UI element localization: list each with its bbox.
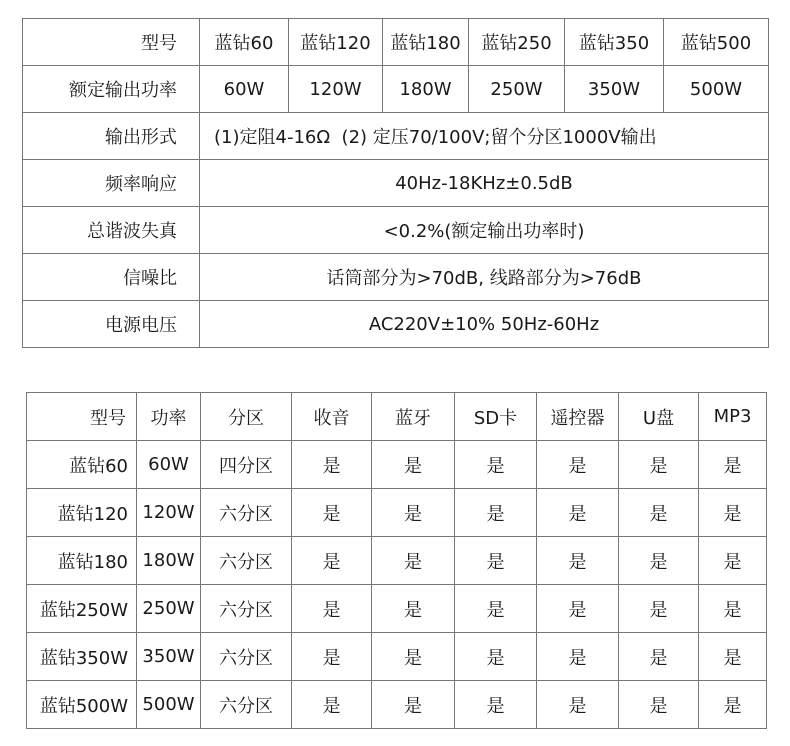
feature-cell: 是 bbox=[537, 489, 619, 537]
table-row bbox=[27, 633, 767, 681]
feature-cell: 是 bbox=[292, 681, 372, 729]
spec-table bbox=[22, 18, 769, 348]
spec-row-output-form bbox=[23, 113, 769, 160]
output-form-label: 输出形式 bbox=[23, 113, 200, 160]
feature-table bbox=[26, 392, 767, 729]
feature-cell: 是 bbox=[292, 489, 372, 537]
row-model: 蓝钻500W bbox=[27, 681, 137, 729]
row-power: 120W bbox=[137, 489, 201, 537]
spec-row-model bbox=[23, 19, 769, 66]
model-label: 型号 bbox=[23, 19, 200, 66]
rated-power-value: 250W bbox=[469, 66, 565, 113]
rated-power-value: 60W bbox=[200, 66, 289, 113]
feature-cell: 是 bbox=[372, 537, 455, 585]
row-zones: 六分区 bbox=[201, 633, 292, 681]
column-header: 收音 bbox=[292, 393, 372, 441]
row-model: 蓝钻350W bbox=[27, 633, 137, 681]
feature-cell: 是 bbox=[699, 633, 767, 681]
column-header: 遥控器 bbox=[537, 393, 619, 441]
row-zones: 四分区 bbox=[201, 441, 292, 489]
feature-cell: 是 bbox=[292, 633, 372, 681]
feature-cell: 是 bbox=[699, 489, 767, 537]
row-model: 蓝钻180 bbox=[27, 537, 137, 585]
voltage-label: 电源电压 bbox=[23, 301, 200, 348]
row-model: 蓝钻120 bbox=[27, 489, 137, 537]
freq-response-label: 频率响应 bbox=[23, 160, 200, 207]
feature-cell: 是 bbox=[619, 537, 699, 585]
row-zones: 六分区 bbox=[201, 585, 292, 633]
feature-cell: 是 bbox=[619, 633, 699, 681]
feature-cell: 是 bbox=[455, 681, 537, 729]
spec-row-voltage bbox=[23, 301, 769, 348]
feature-cell: 是 bbox=[619, 441, 699, 489]
feature-cell: 是 bbox=[619, 489, 699, 537]
snr-label: 信噪比 bbox=[23, 254, 200, 301]
feature-cell: 是 bbox=[699, 681, 767, 729]
model-name: 蓝钻250 bbox=[469, 19, 565, 66]
feature-cell: 是 bbox=[455, 441, 537, 489]
table-row bbox=[27, 489, 767, 537]
feature-cell: 是 bbox=[619, 681, 699, 729]
column-header: 型号 bbox=[27, 393, 137, 441]
row-power: 350W bbox=[137, 633, 201, 681]
row-power: 500W bbox=[137, 681, 201, 729]
thd-label: 总谐波失真 bbox=[23, 207, 200, 254]
rated-power-value: 120W bbox=[289, 66, 383, 113]
spec-row-thd bbox=[23, 207, 769, 254]
row-power: 60W bbox=[137, 441, 201, 489]
feature-cell: 是 bbox=[619, 585, 699, 633]
voltage-value: AC220V±10% 50Hz-60Hz bbox=[200, 301, 769, 348]
feature-cell: 是 bbox=[699, 441, 767, 489]
feature-cell: 是 bbox=[372, 441, 455, 489]
column-header: 功率 bbox=[137, 393, 201, 441]
table-row bbox=[27, 537, 767, 585]
model-name: 蓝钻350 bbox=[565, 19, 664, 66]
table-row bbox=[27, 441, 767, 489]
feature-cell: 是 bbox=[292, 441, 372, 489]
column-header: SD卡 bbox=[455, 393, 537, 441]
row-model: 蓝钻60 bbox=[27, 441, 137, 489]
feature-cell: 是 bbox=[372, 489, 455, 537]
model-name: 蓝钻180 bbox=[383, 19, 469, 66]
rated-power-label: 额定输出功率 bbox=[23, 66, 200, 113]
feature-cell: 是 bbox=[372, 681, 455, 729]
row-power: 180W bbox=[137, 537, 201, 585]
output-form-value: (1)定阻4-16Ω (2) 定压70/100V;留个分区1000V输出 bbox=[200, 113, 769, 160]
feature-header-row bbox=[27, 393, 767, 441]
rated-power-value: 180W bbox=[383, 66, 469, 113]
rated-power-value: 500W bbox=[664, 66, 769, 113]
rated-power-value: 350W bbox=[565, 66, 664, 113]
spec-row-snr bbox=[23, 254, 769, 301]
row-zones: 六分区 bbox=[201, 681, 292, 729]
feature-cell: 是 bbox=[537, 585, 619, 633]
model-name: 蓝钻120 bbox=[289, 19, 383, 66]
row-zones: 六分区 bbox=[201, 489, 292, 537]
column-header: U盘 bbox=[619, 393, 699, 441]
column-header: 蓝牙 bbox=[372, 393, 455, 441]
feature-table-body bbox=[27, 441, 767, 729]
column-header: MP3 bbox=[699, 393, 767, 441]
spec-row-freq-response bbox=[23, 160, 769, 207]
feature-cell: 是 bbox=[537, 537, 619, 585]
freq-response-value: 40Hz-18KHz±0.5dB bbox=[200, 160, 769, 207]
feature-cell: 是 bbox=[699, 585, 767, 633]
model-name: 蓝钻60 bbox=[200, 19, 289, 66]
feature-cell: 是 bbox=[699, 537, 767, 585]
model-name: 蓝钻500 bbox=[664, 19, 769, 66]
feature-cell: 是 bbox=[372, 585, 455, 633]
feature-cell: 是 bbox=[455, 585, 537, 633]
table-row bbox=[27, 585, 767, 633]
feature-cell: 是 bbox=[455, 633, 537, 681]
feature-cell: 是 bbox=[537, 681, 619, 729]
table-row bbox=[27, 681, 767, 729]
feature-cell: 是 bbox=[292, 537, 372, 585]
spec-row-rated-power bbox=[23, 66, 769, 113]
feature-cell: 是 bbox=[292, 585, 372, 633]
feature-cell: 是 bbox=[537, 441, 619, 489]
feature-cell: 是 bbox=[455, 537, 537, 585]
column-header: 分区 bbox=[201, 393, 292, 441]
feature-cell: 是 bbox=[455, 489, 537, 537]
thd-value: <0.2%(额定输出功率时) bbox=[200, 207, 769, 254]
snr-value: 话筒部分为>70dB, 线路部分为>76dB bbox=[200, 254, 769, 301]
row-power: 250W bbox=[137, 585, 201, 633]
row-zones: 六分区 bbox=[201, 537, 292, 585]
feature-cell: 是 bbox=[372, 633, 455, 681]
row-model: 蓝钻250W bbox=[27, 585, 137, 633]
feature-cell: 是 bbox=[537, 633, 619, 681]
